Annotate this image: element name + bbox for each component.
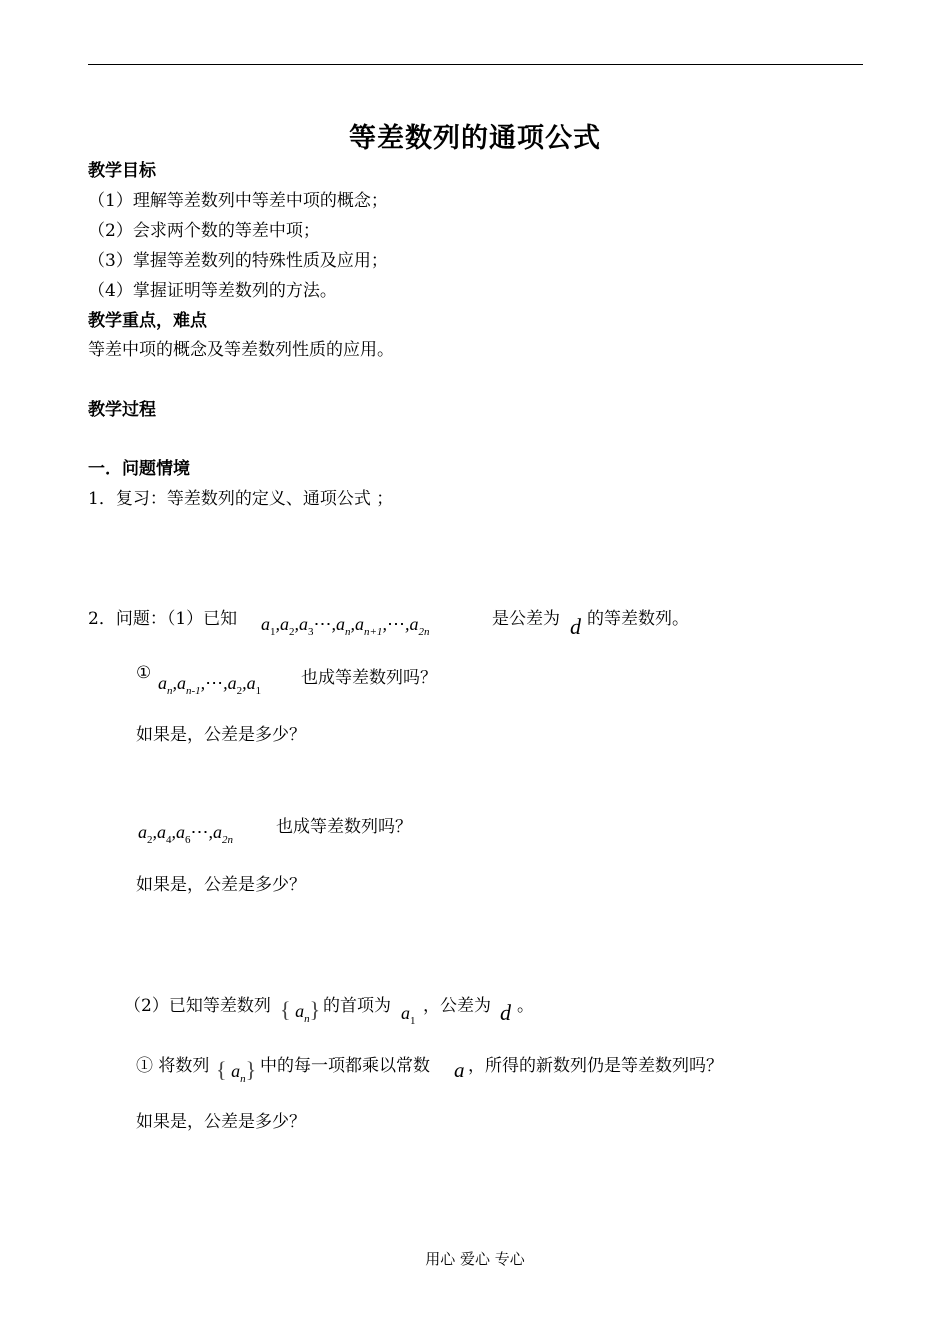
sub-question-marker: ①	[136, 663, 152, 683]
sub-question-1-followup: 如果是，公差是多少？	[136, 725, 306, 745]
objective-item-1: （1）理解等差数列中等差中项的概念；	[88, 191, 388, 211]
constant-a: a	[454, 1058, 465, 1082]
question-3-sub-end: ，所得的新数列仍是等差数列吗？	[468, 1056, 723, 1076]
question-2-end: 的等差数列。	[587, 609, 689, 629]
objective-item-2: （2）会求两个数的等差中项；	[88, 221, 320, 241]
question-3-sub-prefix: ① 将数列	[136, 1056, 210, 1076]
sequence-an-1: { $a_n$}	[280, 997, 321, 1025]
review-line: 1．复习：等差数列的定义、通项公式 ；	[88, 489, 394, 509]
sequence-an-2: { $a_n$}	[216, 1057, 257, 1085]
page-title: 等差数列的通项公式	[349, 123, 601, 154]
key-points-heading: 教学重点，难点	[88, 311, 207, 331]
header-rule	[88, 64, 863, 65]
sequence-formula-2: $a_n,a_{n-1},\cdots,a_2,a_1$	[158, 673, 262, 697]
objective-item-4: （4）掌握证明等差数列的方法。	[88, 281, 337, 301]
section1-heading: 一．问题情境	[88, 459, 190, 479]
question-2-suffix: 是公差为	[492, 609, 560, 629]
process-heading: 教学过程	[88, 400, 156, 420]
question-3-sub-mid: 中的每一项都乘以常数	[260, 1056, 430, 1076]
question-3-prefix: （2）已知等差数列	[124, 996, 271, 1016]
question-3-mid1: 的首项为	[323, 996, 391, 1016]
question-3-followup: 如果是，公差是多少？	[136, 1112, 306, 1132]
objectives-heading: 教学目标	[88, 161, 156, 181]
common-difference-d: d	[570, 614, 581, 639]
page-footer: 用心 爱心 专心	[425, 1250, 525, 1268]
key-points-text: 等差中项的概念及等差数列性质的应用。	[88, 340, 394, 360]
first-term-a1: $a_1$	[401, 1003, 416, 1027]
sub-question-2: 也成等差数列吗？	[276, 817, 412, 837]
sequence-formula-3: $a_2,a_4,a_6\cdots,a_{2n}$	[138, 822, 233, 846]
sub-question-1: 也成等差数列吗？	[301, 668, 437, 688]
question-3-mid2: ，公差为	[423, 996, 491, 1016]
common-difference-d-2: d	[500, 1000, 511, 1025]
objective-item-3: （3）掌握等差数列的特殊性质及应用；	[88, 251, 388, 271]
sub-question-2-followup: 如果是，公差是多少？	[136, 875, 306, 895]
question-2-prefix: 2．问题：（1）已知	[88, 609, 238, 629]
sequence-formula-1: $a_1,a_2,a_3\cdots,a_n,a_{n+1},\cdots,a_{2n}$	[261, 614, 430, 638]
question-3-end: 。	[517, 996, 534, 1016]
